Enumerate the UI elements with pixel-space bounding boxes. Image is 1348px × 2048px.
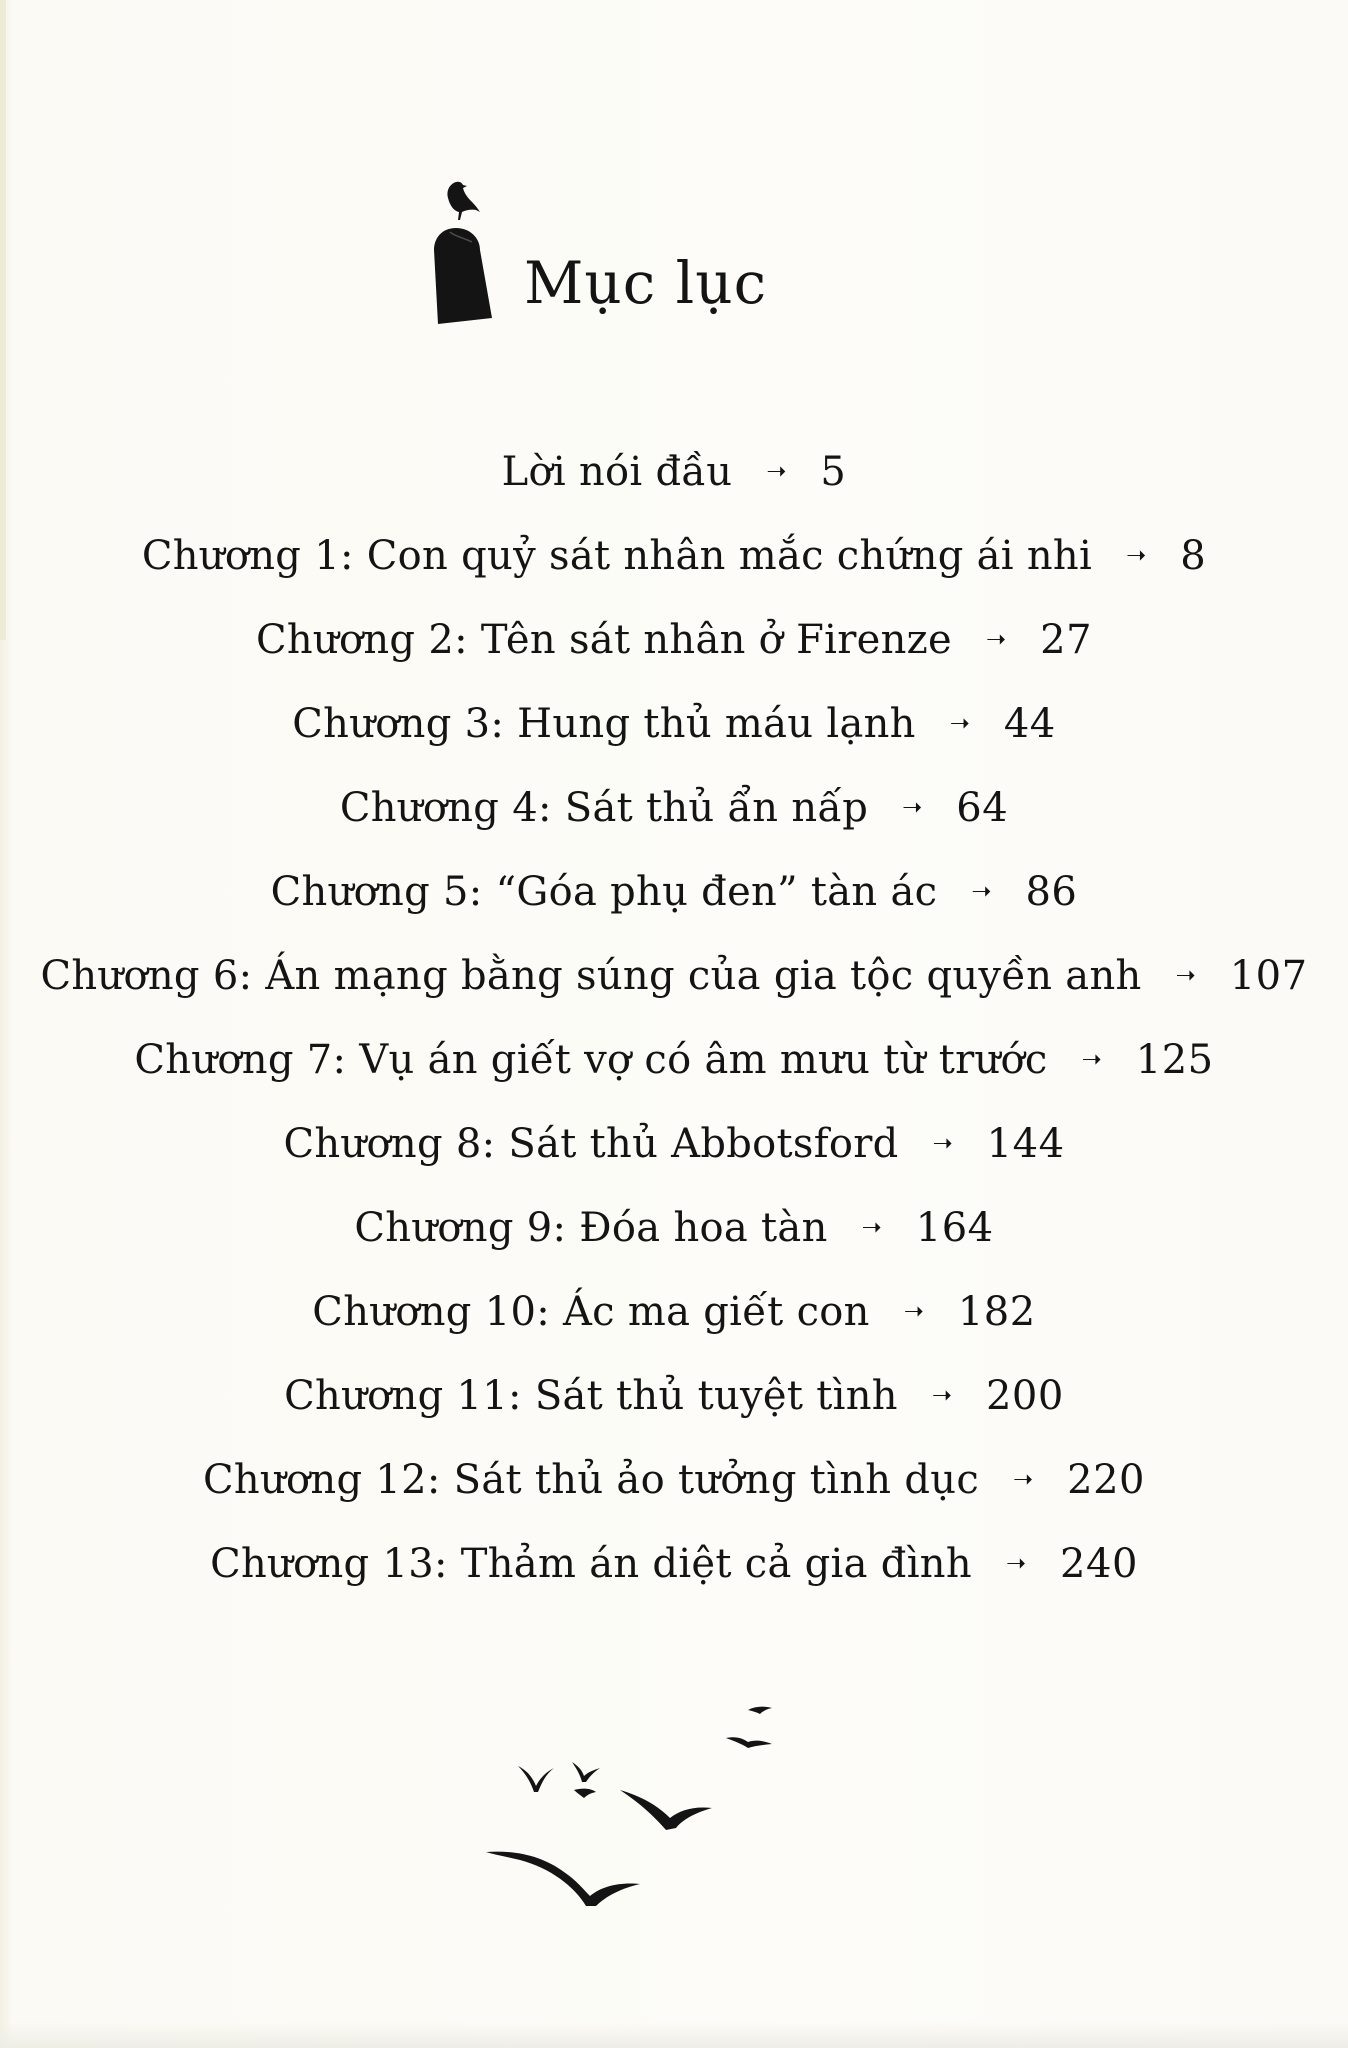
- arrow-right-icon: ➝: [949, 709, 970, 737]
- arrow-right-icon: ➝: [1126, 541, 1147, 569]
- toc-entry[interactable]: [0, 514, 1348, 598]
- toc-entry-label: Chương 9: Đóa hoa tàn: [354, 1205, 828, 1251]
- page-title: Mục lục: [524, 249, 768, 317]
- toc-entry-label: Chương 12: Sát thủ ảo tưởng tình dục: [202, 1457, 980, 1503]
- toc-entry-page-number: 5: [820, 449, 847, 495]
- page-bottom-shade: [0, 2022, 1348, 2048]
- toc-entry-page-number: 44: [1003, 701, 1056, 747]
- toc-entry-page-number: 86: [1025, 869, 1078, 915]
- toc-entry-page-number: 107: [1229, 953, 1308, 999]
- toc-entry-label: Chương 8: Sát thủ Abbotsford: [283, 1121, 899, 1167]
- toc-entry-label: Chương 10: Ác ma giết con: [312, 1289, 870, 1335]
- toc-entry[interactable]: [0, 1186, 1348, 1270]
- toc-entry[interactable]: [0, 1270, 1348, 1354]
- table-of-contents: [0, 430, 1348, 1606]
- arrow-right-icon: ➝: [971, 877, 992, 905]
- toc-entry[interactable]: [0, 1438, 1348, 1522]
- toc-entry[interactable]: [0, 1018, 1348, 1102]
- tombstone-with-crow-icon: [420, 176, 500, 326]
- toc-entry-label: Chương 4: Sát thủ ẩn nấp: [339, 785, 869, 831]
- toc-entry[interactable]: [0, 934, 1348, 1018]
- toc-entry-page-number: 182: [957, 1289, 1036, 1335]
- toc-entry-label: Chương 6: Án mạng bằng súng của gia tộc quyền anh: [40, 953, 1142, 999]
- arrow-right-icon: ➝: [986, 625, 1007, 653]
- toc-entry[interactable]: [0, 850, 1348, 934]
- toc-entry-label: Chương 2: Tên sát nhân ở Firenze: [255, 617, 953, 663]
- toc-entry[interactable]: [0, 682, 1348, 766]
- toc-entry[interactable]: [0, 598, 1348, 682]
- toc-entry-page-number: 27: [1040, 617, 1093, 663]
- arrow-right-icon: ➝: [1081, 1045, 1102, 1073]
- toc-entry-page-number: 200: [985, 1373, 1064, 1419]
- toc-entry-label: Chương 1: Con quỷ sát nhân mắc chứng ái nhi: [141, 533, 1093, 579]
- arrow-right-icon: ➝: [861, 1213, 882, 1241]
- arrow-right-icon: ➝: [766, 457, 787, 485]
- toc-header: [420, 176, 840, 336]
- toc-entry[interactable]: [0, 1354, 1348, 1438]
- toc-entry-label: Chương 3: Hung thủ máu lạnh: [292, 701, 916, 747]
- arrow-right-icon: ➝: [1013, 1465, 1034, 1493]
- toc-entry-label: Chương 13: Thảm án diệt cả gia đình: [210, 1541, 972, 1587]
- toc-entry-label: Chương 7: Vụ án giết vợ có âm mưu từ trước: [134, 1037, 1048, 1083]
- toc-entry-page-number: 164: [915, 1205, 994, 1251]
- toc-entry[interactable]: [0, 1522, 1348, 1606]
- toc-entry-page-number: 220: [1067, 1457, 1146, 1503]
- toc-entry[interactable]: [0, 1102, 1348, 1186]
- toc-entry-label: Chương 5: “Góa phụ đen” tàn ác: [270, 869, 938, 915]
- toc-entry-label: Chương 11: Sát thủ tuyệt tình: [284, 1373, 898, 1419]
- arrow-right-icon: ➝: [1005, 1549, 1027, 1577]
- arrow-right-icon: ➝: [1175, 961, 1196, 989]
- flying-birds-icon: [480, 1700, 800, 1910]
- arrow-right-icon: ➝: [931, 1381, 952, 1409]
- toc-entry[interactable]: [0, 430, 1348, 514]
- arrow-right-icon: ➝: [903, 1297, 924, 1325]
- toc-entry-page-number: 144: [986, 1121, 1065, 1167]
- toc-entry-page-number: 64: [956, 785, 1009, 831]
- toc-entry-page-number: 125: [1135, 1037, 1214, 1083]
- arrow-right-icon: ➝: [932, 1129, 953, 1157]
- toc-entry[interactable]: [0, 766, 1348, 850]
- toc-entry-page-number: 8: [1180, 533, 1207, 579]
- arrow-right-icon: ➝: [902, 793, 923, 821]
- toc-entry-page-number: 240: [1060, 1541, 1138, 1587]
- toc-entry-label: Lời nói đầu: [501, 449, 733, 495]
